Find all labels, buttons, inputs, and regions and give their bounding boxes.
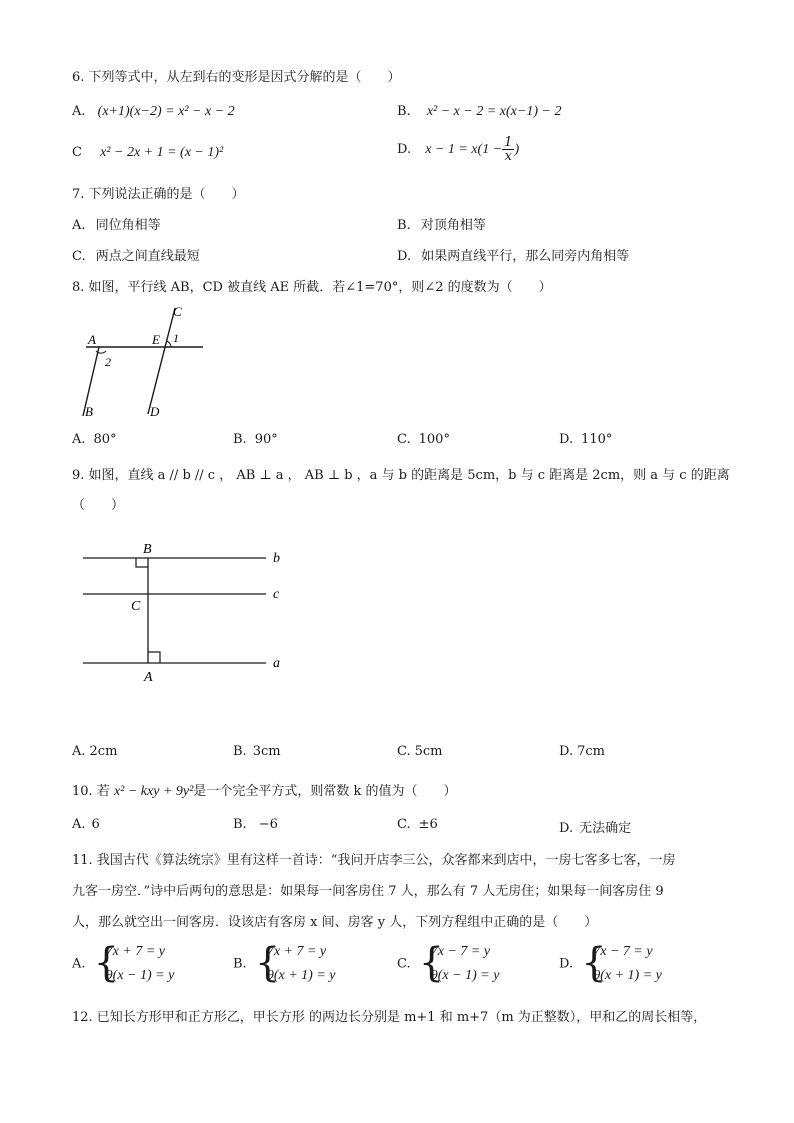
equation-system: [581, 940, 662, 988]
option-label: D.: [559, 432, 574, 447]
option-label: B.: [233, 956, 247, 972]
option-text: 对顶角相等: [420, 218, 486, 233]
point-label-b: B: [85, 404, 93, 419]
point-label-a: A: [88, 332, 96, 347]
line-label-c: c: [273, 587, 280, 602]
right-angle-b: [136, 558, 148, 567]
point-label-b: B: [143, 542, 152, 557]
question-11-line1: 11. 我国古代《算法统宗》里有这样一首诗：“我问开店李三公，众客都来到店中，一房七客多七客，一房: [72, 853, 676, 868]
question-11-line2: 九客一房空．”诗中后两句的意思是：如果每一间客房住 7 人，那么有 7 人无房住；如果每一间客房住 9: [72, 884, 664, 899]
equation-1: 7x + 7 = y: [105, 944, 165, 959]
question-6-stem: 6. 下列等式中，从左到右的变形是因式分解的是（ ）: [72, 70, 401, 85]
option-label: A.: [72, 218, 86, 233]
equation-2: 9(x + 1) = y: [266, 968, 336, 983]
q11-option-a[interactable]: [72, 940, 174, 988]
option-expression: x² − 2x + 1 = (x − 1)²: [100, 145, 224, 160]
q10-option-b[interactable]: [233, 817, 278, 832]
option-expression-prefix: x − 1 = x(1 −: [425, 142, 503, 157]
point-label-e: E: [152, 332, 160, 347]
option-label: C.: [397, 817, 411, 832]
q10-option-d[interactable]: [559, 817, 631, 836]
question-7-stem: 7. 下列说法正确的是（ ）: [72, 187, 245, 202]
option-label: A.: [72, 817, 86, 832]
point-label-d: D: [150, 404, 160, 419]
q9-option-c[interactable]: [397, 744, 443, 759]
brace-icon: {: [581, 940, 607, 986]
equation-2: 9(x − 1) = y: [105, 968, 175, 983]
equation-system: [419, 940, 500, 988]
option-expression: (x+1)(x−2) = x² − x − 2: [97, 104, 235, 119]
q9-figure: [72, 535, 302, 687]
q6-option-c[interactable]: [72, 145, 223, 161]
option-text: −6: [258, 817, 278, 832]
option-text: 7cm: [577, 744, 605, 759]
angle-label-2: 2: [105, 355, 111, 369]
option-label: C.: [397, 432, 411, 447]
q8-option-d[interactable]: [559, 432, 612, 447]
option-label: D.: [559, 744, 574, 759]
option-text: 5cm: [414, 744, 443, 759]
q11-option-b[interactable]: [233, 940, 335, 988]
option-label: C.: [397, 956, 411, 972]
question-12-line1: 12. 已知长方形甲和正方形乙，甲长方形 的两边长分别是 m+1 和 m+7（m 为正整数），甲和乙的周长相等，: [72, 1010, 707, 1025]
fraction-denominator: x: [504, 149, 512, 164]
option-text: 100°: [418, 432, 450, 447]
option-label: B.: [233, 432, 247, 447]
q7-option-c[interactable]: [72, 245, 200, 264]
option-text: 90°: [254, 432, 278, 447]
option-text: 110°: [581, 432, 613, 447]
stem-prefix: 10. 若: [72, 784, 110, 799]
q8-option-b[interactable]: [233, 432, 278, 447]
question-10-stem: [72, 780, 456, 800]
option-text: ±6: [418, 817, 438, 832]
point-label-c: C: [173, 304, 182, 319]
q6-option-b[interactable]: [397, 104, 561, 120]
fraction: [502, 136, 514, 163]
equation-2: 9(x − 1) = y: [430, 968, 500, 983]
option-label: D.: [559, 956, 574, 972]
q8-option-a[interactable]: [72, 432, 117, 447]
angle-label-1: 1: [173, 331, 179, 345]
stem-suffix: 是一个完全平方式，则常数 k 的值为（ ）: [193, 784, 457, 799]
question-8-stem: 8. 如图，平行线 AB，CD 被直线 AE 所截．若∠1=70°，则∠2 的度数为（ ）: [72, 280, 552, 295]
q10-option-a[interactable]: [72, 817, 100, 832]
option-label: B.: [397, 218, 411, 233]
equation-1: 7x − 7 = y: [430, 944, 491, 959]
brace-icon: {: [418, 940, 445, 986]
equation-1: 7x − 7 = y: [593, 944, 653, 959]
option-label: D.: [397, 142, 412, 157]
q7-option-b[interactable]: [397, 214, 486, 233]
option-label: B.: [233, 744, 247, 759]
angle-1-arc: [167, 341, 171, 347]
option-label: C.: [397, 744, 411, 759]
option-label: A.: [72, 104, 86, 119]
option-text: 同位角相等: [95, 218, 161, 233]
q6-option-a[interactable]: [72, 104, 235, 120]
option-text: 如果两直线平行，那么同旁内角相等: [421, 249, 630, 264]
brace-icon: {: [254, 940, 281, 986]
q11-option-c[interactable]: [397, 940, 499, 988]
option-expression: x² − x − 2 = x(x−1) − 2: [426, 104, 562, 119]
brace-icon: {: [93, 940, 120, 986]
q8-figure: [72, 300, 222, 424]
q7-option-d[interactable]: [397, 245, 629, 264]
q9-option-b[interactable]: [233, 744, 281, 759]
option-label: B.: [397, 104, 411, 119]
right-angle-a: [148, 652, 160, 663]
q9-option-a[interactable]: [72, 744, 117, 759]
line-label-b: b: [273, 551, 280, 566]
fraction-numerator: 1: [504, 135, 513, 150]
q9-option-d[interactable]: [559, 744, 605, 759]
option-text: 80°: [93, 432, 117, 447]
option-expression-suffix: ): [514, 142, 520, 157]
q8-option-c[interactable]: [397, 432, 450, 447]
equation-system: [94, 940, 175, 988]
equation-1: 7x + 7 = y: [266, 944, 327, 959]
option-label: A.: [72, 744, 86, 759]
point-label-a: A: [144, 670, 153, 685]
option-label: A.: [72, 956, 86, 972]
q10-option-c[interactable]: [397, 817, 438, 832]
option-label: D.: [559, 821, 574, 836]
option-label: C: [72, 145, 82, 160]
option-text: 无法确定: [579, 821, 632, 836]
point-label-c: C: [131, 599, 141, 614]
option-label: A.: [72, 432, 86, 447]
line-cd: [148, 308, 175, 414]
equation-system: [255, 940, 336, 988]
stem-expression: x² − kxy + 9y²: [113, 784, 194, 799]
option-label: B.: [233, 817, 247, 832]
equation-2: 9(x + 1) = y: [593, 968, 662, 983]
line-label-a: a: [273, 656, 280, 671]
q6-option-d[interactable]: [397, 136, 519, 163]
question-9-stem-line2: （ ）: [72, 498, 125, 513]
option-text: 2cm: [89, 744, 118, 759]
option-text: 3cm: [252, 744, 281, 759]
option-text: 两点之间直线最短: [95, 249, 200, 264]
q11-option-d[interactable]: [559, 940, 662, 988]
option-text: 6: [91, 817, 100, 832]
option-label: D.: [397, 249, 412, 264]
option-label: C.: [72, 249, 86, 264]
q7-option-a[interactable]: [72, 214, 161, 233]
question-9-stem-line1: 9. 如图，直线 a // b // c ， AB ⊥ a ， AB ⊥ b ，a 与 b 的距离是 5cm，b 与 c 距离是 2cm，则 a 与 c 的距离: [72, 468, 730, 483]
question-11-line3: 人，那么就空出一间客房．设该店有客房 x 间、房客 y 人，下列方程组中正确的是（ ）: [72, 915, 598, 930]
